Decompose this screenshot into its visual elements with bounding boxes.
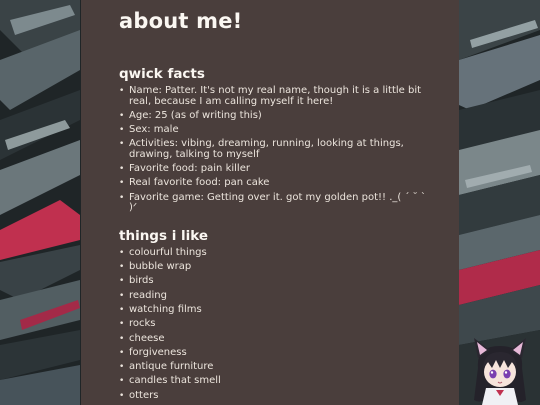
cat-ear-girl-avatar-icon (468, 338, 532, 405)
list-item: • antique furniture (129, 362, 431, 373)
list-item: • cheese (129, 334, 431, 345)
list-item: • Favorite food: pain killer (129, 164, 431, 175)
likes-heading: things i like (119, 227, 209, 244)
list-item: • birds (129, 276, 431, 287)
list-item: • watching films (129, 305, 431, 316)
list-item: • bubble wrap (129, 262, 431, 273)
likes-list (119, 248, 431, 401)
list-item: • reading (129, 291, 431, 302)
list-item: • otters (129, 391, 431, 402)
list-item: • Real favorite food: pan cake (129, 178, 431, 189)
list-item: • candles that smell (129, 376, 431, 387)
about-panel (81, 0, 459, 405)
quick-facts-heading: qwick facts (119, 66, 205, 82)
list-item: • Age: 25 (as of writing this) (129, 111, 431, 122)
list-item: • Name: Patter. It's not my real name, though it is a little bit real, because I am calling myself it here! (129, 86, 431, 107)
page-title: about me! (119, 9, 243, 33)
list-item: • colourful things (129, 248, 431, 259)
list-item: • rocks (129, 319, 431, 330)
quick-facts-list (119, 86, 431, 214)
list-item: • Activities: vibing, dreaming, running, looking at things, drawing, talking to myself (129, 139, 431, 160)
list-item: • Sex: male (129, 125, 431, 136)
list-item: • Favorite game: Getting over it. got my golden pot!! ._( ´ ˘ ` )ᐟ (129, 193, 431, 214)
list-item: • forgiveness (129, 348, 431, 359)
